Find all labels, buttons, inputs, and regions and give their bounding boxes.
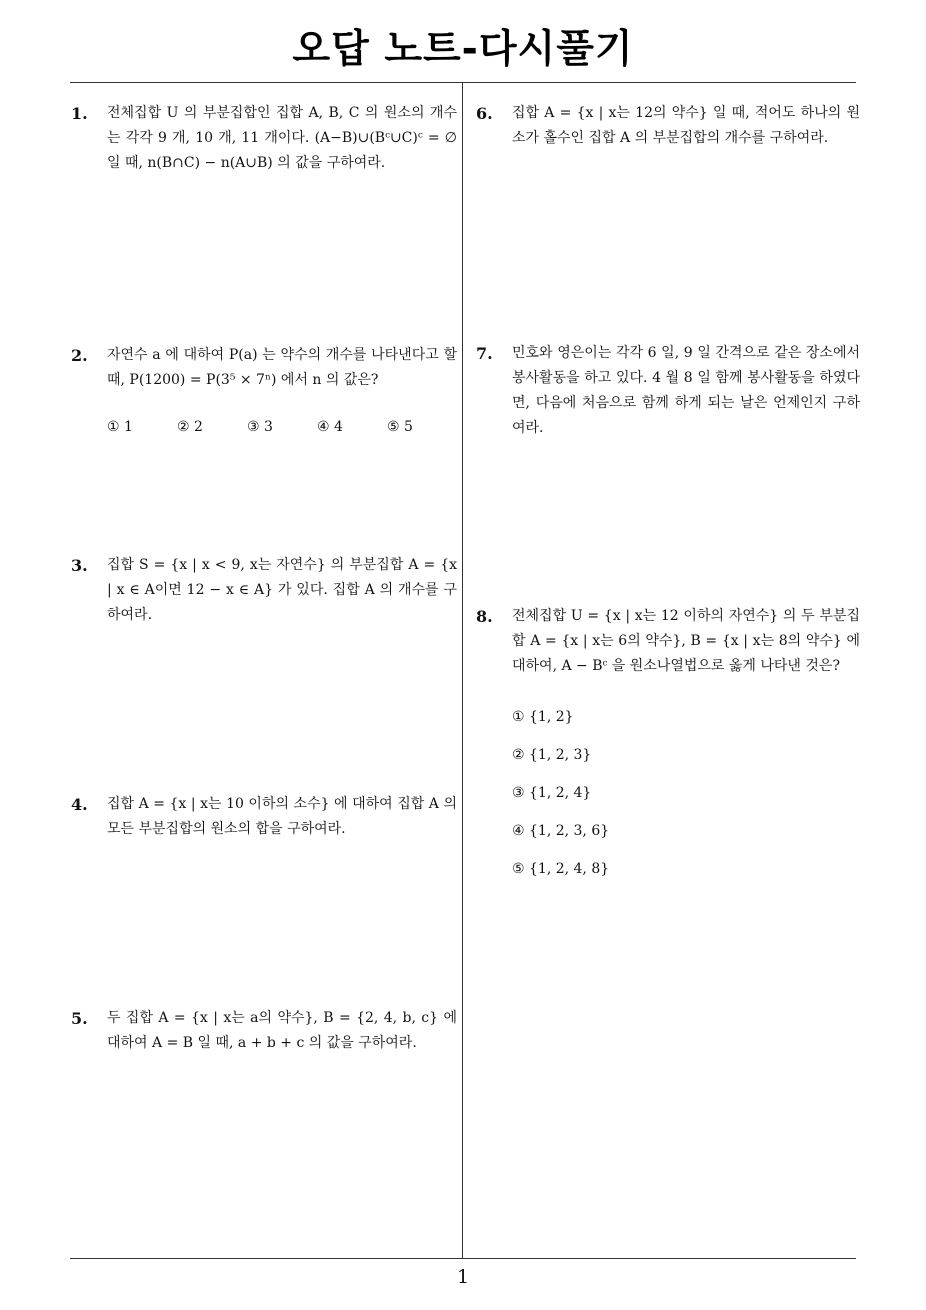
choice-2[interactable]: ② 2: [177, 419, 203, 435]
choice-3[interactable]: ③ {1, 2, 4}: [512, 785, 592, 801]
problem-number: 2.: [71, 346, 88, 365]
choice-3[interactable]: ③ 3: [247, 419, 273, 435]
problem-text: 민호와 영은이는 각각 6 일, 9 일 간격으로 같은 장소에서 봉사활동을 하고 있다. 4 월 8 일 함께 봉사활동을 하였다면, 다음에 처음으로 함께 하게 되는 날은 언제인지 구하여라.: [512, 345, 860, 436]
problem-text: 두 집합 A = {x | x는 a의 약수}, B = {2, 4, b, c} 에 대하여 A = B 일 때, a + b + c 의 값을 구하여라.: [107, 1010, 457, 1051]
choice-1[interactable]: ① 1: [107, 419, 133, 435]
problem-number: 3.: [71, 556, 88, 575]
problem-text: 자연수 a 에 대하여 P(a) 는 약수의 개수를 나타낸다고 할 때, P(1200) = P(3⁵ × 7ⁿ) 에서 n 의 값은?: [107, 347, 457, 388]
problem-text: 전체집합 U 의 부분집합인 집합 A, B, C 의 원소의 개수는 각각 9 개, 10 개, 11 개이다. (A−B)∪(Bᶜ∪C)ᶜ = ∅ 일 때, n(B∩C) − n(A∪B) 의 값을 구하여라.: [107, 105, 457, 171]
problem-7: [476, 341, 860, 441]
choice-4[interactable]: ④ {1, 2, 3, 6}: [512, 823, 610, 839]
problem-number: 5.: [71, 1009, 88, 1028]
choice-1[interactable]: ① {1, 2}: [512, 709, 574, 725]
problem-5: [71, 1006, 457, 1056]
problem-number: 8.: [476, 607, 493, 626]
problem-text: 집합 A = {x | x는 10 이하의 소수} 에 대하여 집합 A 의 모든 부분집합의 원소의 합을 구하여라.: [107, 796, 457, 837]
problem-2: [71, 343, 457, 440]
problem-text: 집합 S = {x | x < 9, x는 자연수} 의 부분집합 A = {x | x ∈ A이면 12 − x ∈ A} 가 있다. 집합 A 의 개수를 구하여라.: [107, 557, 457, 623]
problem-6: [476, 101, 860, 151]
problem-number: 1.: [71, 104, 88, 123]
choice-list: [512, 705, 860, 895]
choice-2[interactable]: ② {1, 2, 3}: [512, 747, 592, 763]
column-divider: [462, 83, 463, 1258]
problem-3: [71, 553, 457, 628]
problem-number: 6.: [476, 104, 493, 123]
page-number: 1: [456, 1266, 470, 1288]
choice-5[interactable]: ⑤ 5: [387, 419, 413, 435]
choice-5[interactable]: ⑤ {1, 2, 4, 8}: [512, 861, 610, 877]
problem-number: 4.: [71, 795, 88, 814]
page-title: 오답 노트-다시풀기: [292, 27, 634, 72]
choice-list: [107, 415, 457, 440]
problem-4: [71, 792, 457, 842]
problem-text: 집합 A = {x | x는 12의 약수} 일 때, 적어도 하나의 원소가 홀수인 집합 A 의 부분집합의 개수를 구하여라.: [512, 105, 860, 146]
problem-text: 전체집합 U = {x | x는 12 이하의 자연수} 의 두 부분집합 A = {x | x는 6의 약수}, B = {x | x는 8의 약수} 에 대하여, A − Bᶜ 을 원소나열법으로 옳게 나타낸 것은?: [512, 608, 860, 674]
bottom-divider: [70, 1258, 856, 1259]
problem-1: [71, 101, 457, 176]
choice-4[interactable]: ④ 4: [317, 419, 343, 435]
problem-number: 7.: [476, 344, 493, 363]
problem-8: [476, 604, 860, 895]
top-divider: [70, 82, 856, 83]
